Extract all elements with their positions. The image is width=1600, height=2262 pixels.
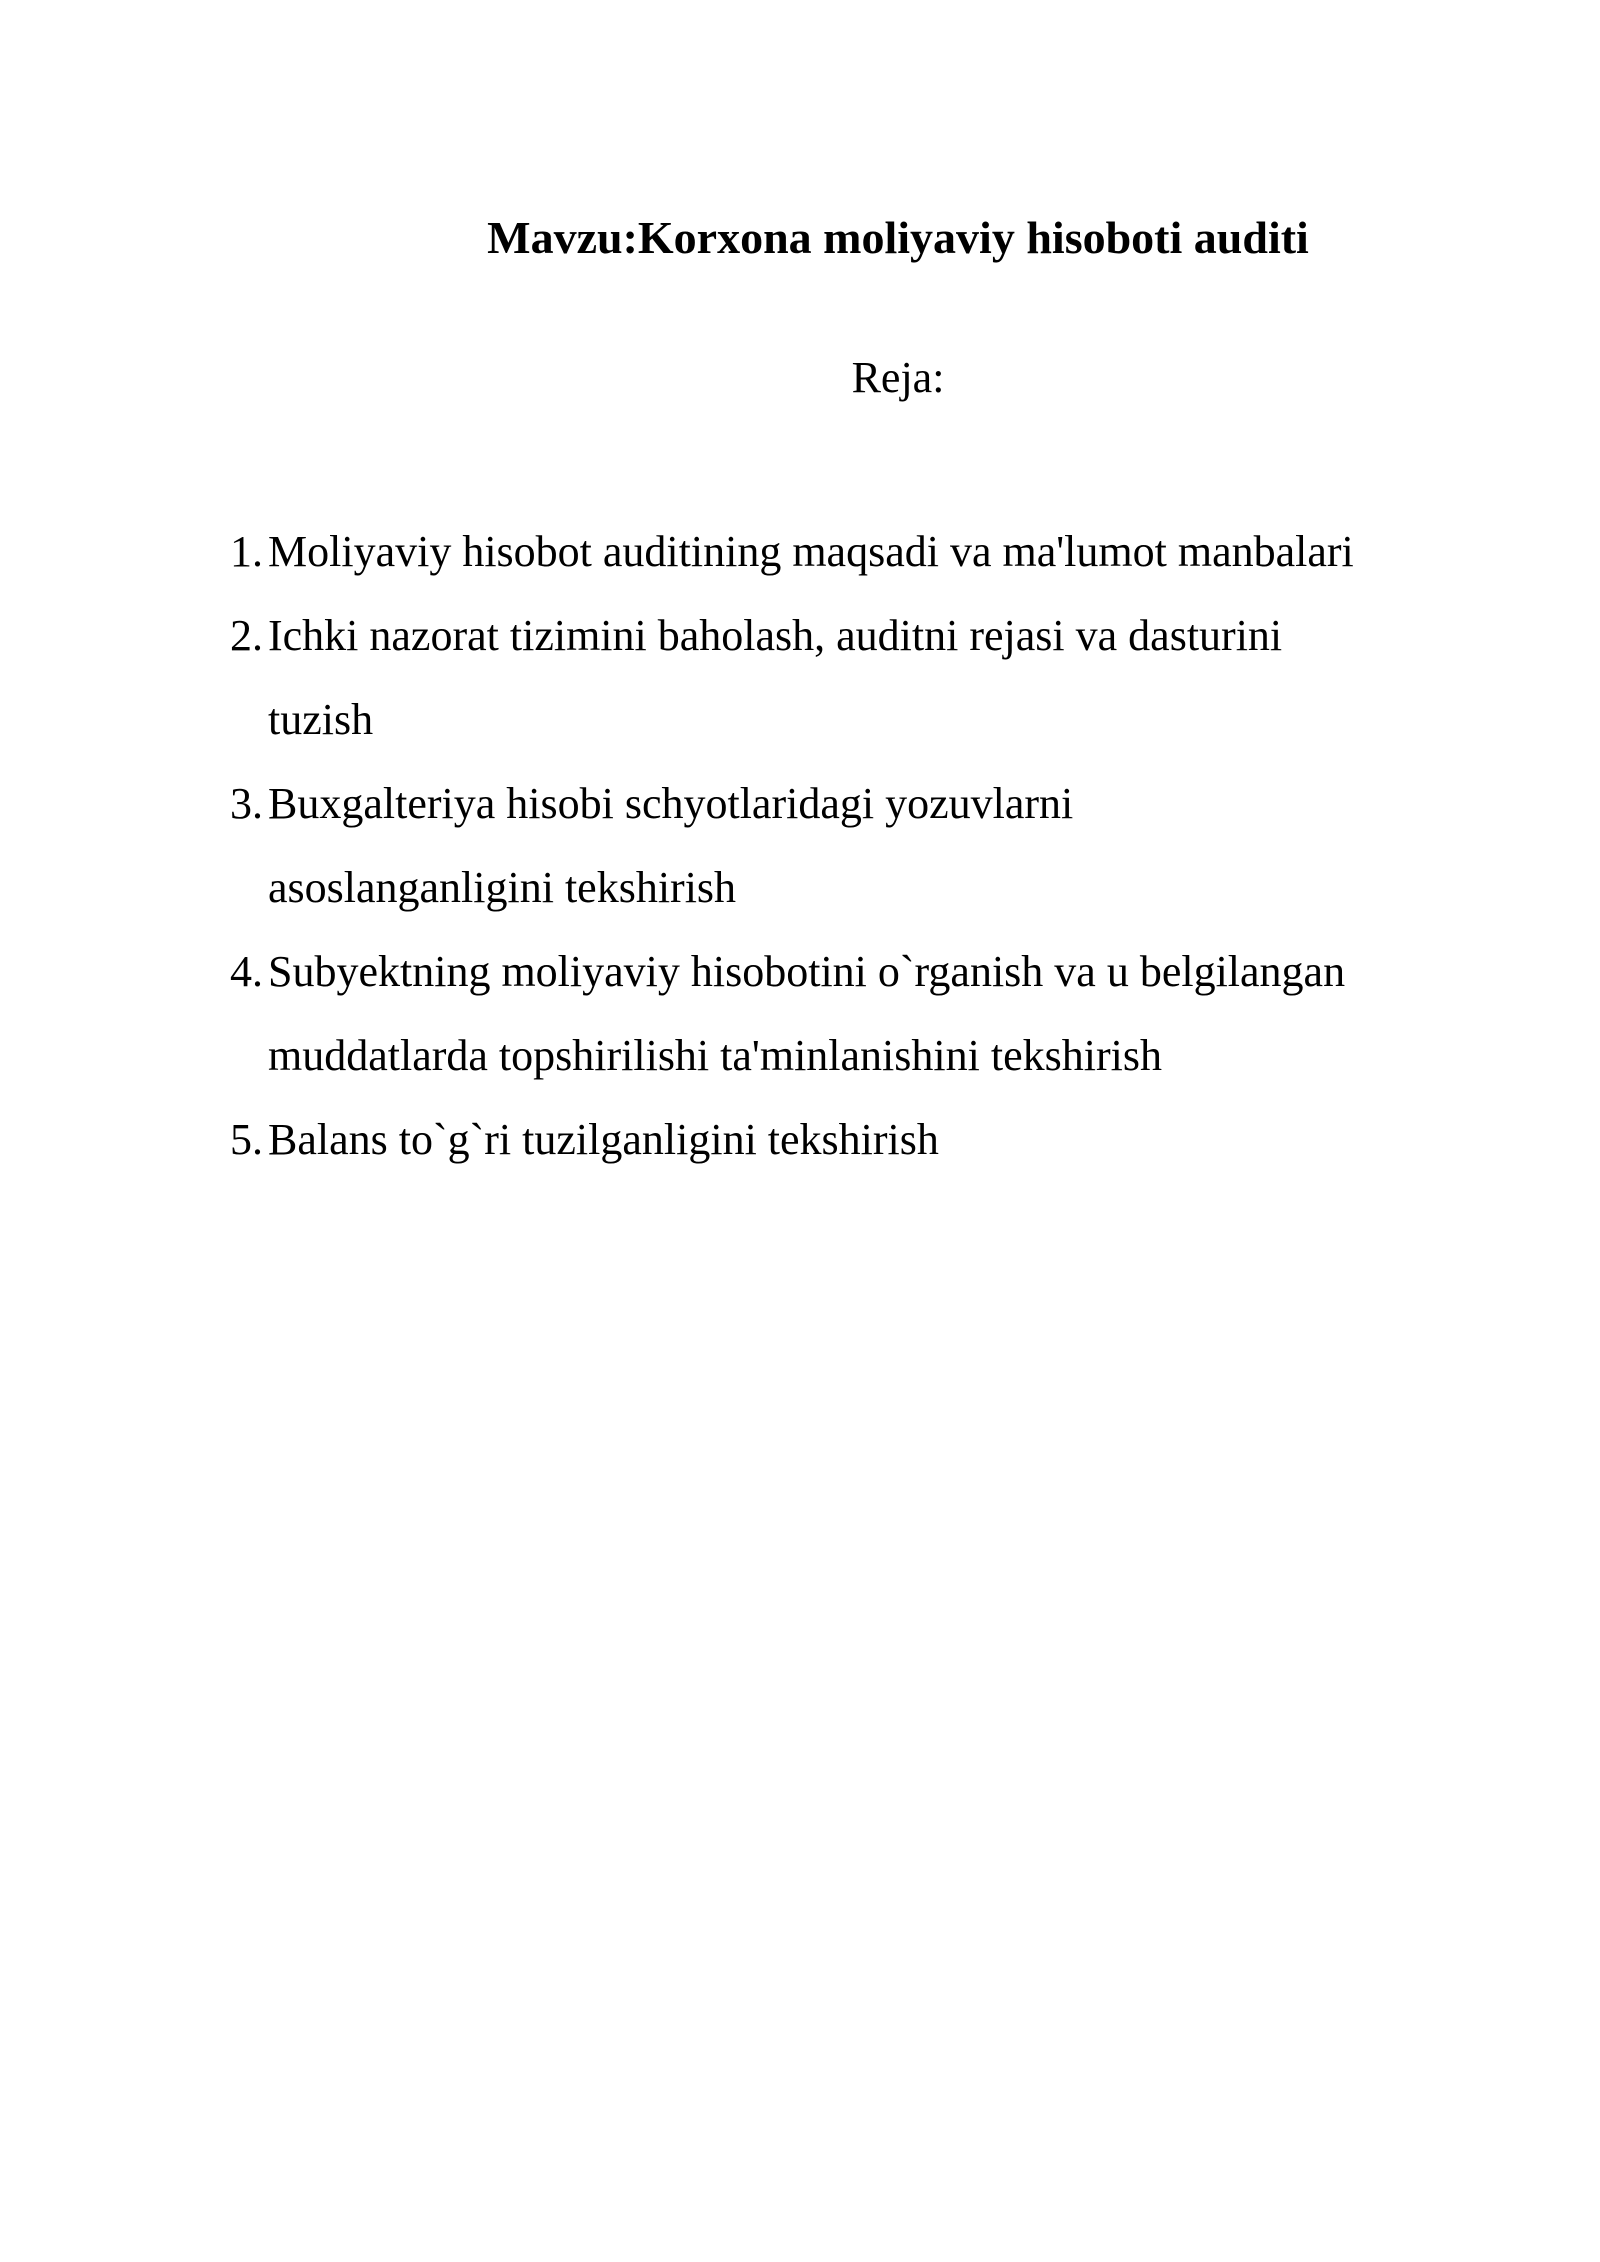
plan-item-number: 3. bbox=[230, 779, 263, 828]
plan-item-text: Buxgalteriya hisobi schyotlaridagi yozuvlarni bbox=[268, 779, 1074, 828]
plan-item-text: Ichki nazorat tizimini baholash, auditni rejasi va dasturini bbox=[268, 611, 1283, 660]
plan-list bbox=[230, 510, 1530, 1182]
plan-item-5 bbox=[230, 1098, 1530, 1182]
plan-item-text-continued: muddatlarda topshirilishi ta'minlanishini tekshirish bbox=[268, 1031, 1162, 1080]
plan-item-number: 4. bbox=[230, 947, 263, 996]
plan-item-text: Moliyaviy hisobot auditining maqsadi va ma'lumot manbalari bbox=[268, 527, 1354, 576]
document-title: Mavzu:Korxona moliyaviy hisoboti auditi bbox=[487, 212, 1309, 263]
plan-item-text-continued: asoslanganligini tekshirish bbox=[268, 863, 737, 912]
plan-item-4 bbox=[230, 930, 1530, 1098]
plan-item-text-continued: tuzish bbox=[268, 695, 374, 744]
plan-item-1 bbox=[230, 510, 1530, 594]
plan-item-text: Subyektning moliyaviy hisobotini o`rganish va u belgilangan bbox=[268, 947, 1346, 996]
plan-item-3 bbox=[230, 762, 1530, 930]
plan-item-number: 1. bbox=[230, 527, 263, 576]
plan-heading: Reja: bbox=[851, 353, 945, 402]
plan-item-number: 5. bbox=[230, 1115, 263, 1164]
plan-item-text: Balans to`g`ri tuzilganligini tekshirish bbox=[268, 1115, 939, 1164]
plan-item-number: 2. bbox=[230, 611, 263, 660]
plan-item-2 bbox=[230, 594, 1530, 762]
